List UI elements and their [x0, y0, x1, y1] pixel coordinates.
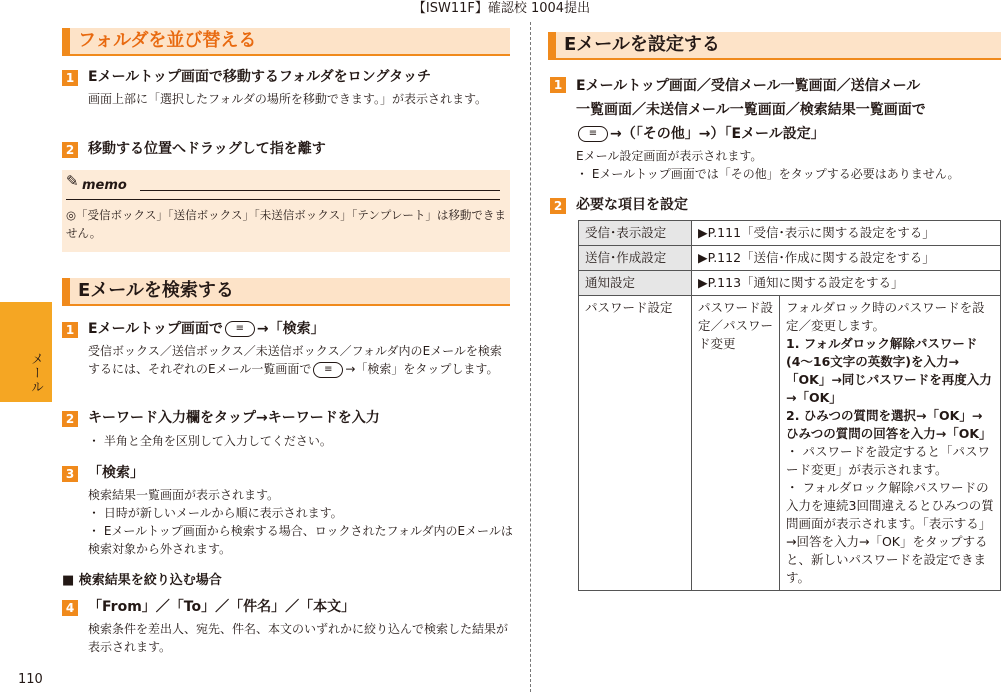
memo-rule	[66, 199, 500, 200]
section-title-email-settings: Eメールを設定する	[548, 32, 1001, 60]
side-index-tab	[0, 302, 52, 402]
step-description: 画面上部に「選択したフォルダの場所を移動できます。」が表示されます。	[88, 92, 488, 106]
bullet-item: ・ 日時が新しいメールから順に表示されます。	[88, 506, 343, 520]
page-number: 110	[18, 672, 43, 687]
table-row	[579, 221, 1001, 246]
table-cell-label: 送信･作成設定	[579, 246, 692, 271]
menu-key-icon: ≡	[225, 321, 255, 337]
memo-label: memo	[82, 178, 127, 193]
step-title: 「From」／「To」／「件名」／「本文」	[88, 599, 356, 615]
section-title-search-email: Eメールを検索する	[62, 278, 510, 306]
step-title: Eメールトップ画面／受信メール一覧画面／送信メール 一覧画面／未送信メール一覧画面／検索結果一覧画面で ≡ →（「その他」→）「Eメール設定」	[576, 78, 926, 142]
title-accent-bar	[548, 32, 556, 58]
step-title: 「検索」	[88, 465, 144, 481]
step-badge: 2	[550, 198, 566, 214]
step-title: Eメールトップ画面で ≡ →「検索」	[88, 321, 325, 337]
step-title: 移動する位置へドラッグして指を離す	[88, 141, 326, 157]
table-cell-label: パスワード設定	[579, 296, 692, 591]
step-title: Eメールトップ画面で移動するフォルダをロングタッチ	[88, 69, 432, 85]
section-title-sort-folders: フォルダを並び替える	[62, 28, 510, 56]
title-accent-bar	[62, 28, 70, 54]
table-cell-label: 通知設定	[579, 271, 692, 296]
page-header: 【ISW11F】確認校 1004提出	[412, 1, 591, 16]
memo-text: ◎「受信ボックス」「送信ボックス」「未送信ボックス」「テンプレート」は移動できません。	[66, 208, 506, 240]
side-index-label: メール	[28, 352, 43, 394]
step-description: Eメール設定画面が表示されます。	[576, 149, 763, 163]
table-row	[579, 246, 1001, 271]
memo-rule	[140, 190, 500, 191]
bullet-item: ・ Eメールトップ画面では「その他」をタップする必要はありません。	[576, 167, 960, 181]
table-row	[579, 271, 1001, 296]
title-accent-bar	[62, 278, 70, 304]
step-badge: 4	[62, 600, 78, 616]
menu-key-icon: ≡	[313, 362, 343, 378]
table-cell-sub: パスワード設定／パスワード変更	[692, 296, 780, 591]
column-divider	[530, 22, 531, 692]
table-cell-description: フォルダロック時のパスワードを設定／変更します。 1. フォルダロック解除パスワード(4〜16文字の英数字)を入力→「OK」→同じパスワードを再度入力→「OK」 2. ひみつの質問を選択→「OK」→ひみつの質問の回答を入力→「OK」 ・ パスワードを設定すると「パスワード変更」が表示されます。 ・ フォルダロック解除パスワードの入力を連続3回間違えるとひみつの質問画面が表示されます。「表示する」→回答を入力→「OK」をタップすると、新しいパスワードを設定できます。	[780, 296, 1001, 591]
step-badge: 2	[62, 411, 78, 427]
table-cell-ref: ▶P.113「通知に関する設定をする」	[692, 271, 1001, 296]
step-description: 検索条件を差出人、宛先、件名、本文のいずれかに絞り込んで検索した結果が表示されます。	[88, 622, 509, 654]
step-badge: 1	[62, 70, 78, 86]
bullet-item: ・ 半角と全角を区別して入力してください。	[88, 434, 332, 448]
step-badge: 2	[62, 142, 78, 158]
table-cell-label: 受信･表示設定	[579, 221, 692, 246]
step-badge: 1	[550, 77, 566, 93]
step-title: 必要な項目を設定	[576, 197, 688, 213]
step-description: 受信ボックス／送信ボックス／未送信ボックス／フォルダ内のEメールを検索するには、それぞれのEメール一覧画面で ≡ →「検索」をタップします。	[88, 344, 502, 376]
menu-key-icon: ≡	[578, 126, 608, 142]
step-description: 検索結果一覧画面が表示されます。	[88, 488, 280, 502]
step-badge: 1	[62, 322, 78, 338]
step-badge: 3	[62, 466, 78, 482]
settings-table	[578, 220, 1001, 591]
table-cell-ref: ▶P.111「受信･表示に関する設定をする」	[692, 221, 1001, 246]
subheading: ■ 検索結果を絞り込む場合	[62, 573, 222, 588]
pencil-icon: ✎	[66, 172, 79, 190]
table-cell-ref: ▶P.112「送信･作成に関する設定をする」	[692, 246, 1001, 271]
bullet-item: ・ Eメールトップ画面から検索する場合、ロックされたフォルダ内のEメールは検索対象から外されます。	[88, 524, 513, 556]
table-row	[579, 296, 1001, 591]
step-title: キーワード入力欄をタップ→キーワードを入力	[88, 410, 380, 426]
